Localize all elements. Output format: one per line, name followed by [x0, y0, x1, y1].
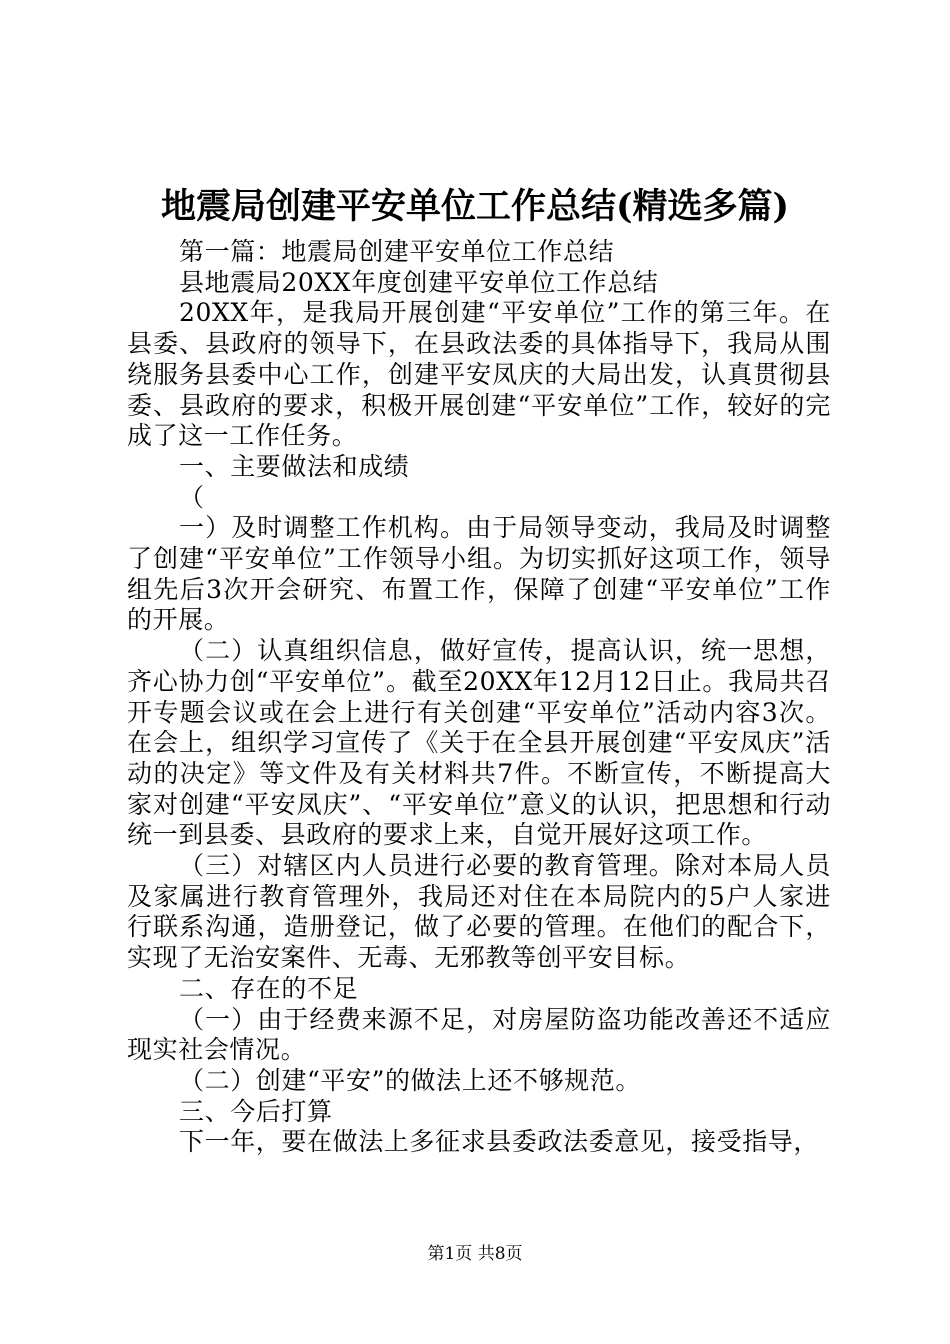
section-heading-2: 二、存在的不足 [179, 973, 359, 1003]
paragraph-plan: 下一年，要在做法上多征求县委政法委意见，接受指导， [179, 1127, 820, 1157]
paragraph-item-3: （三）对辖区内人员进行必要的教育管理。除对本局人员及家属进行教育管理外，我局还对住在本局院内的5户人家进行联系沟通，造册登记，做了必要的管理。在他们的配合下，实现了无治安案件、无毒、无邪教等创平安目标。 [127, 851, 831, 973]
paragraph-part-heading: 第一篇：地震局创建平安单位工作总结 [179, 237, 615, 266]
paragraph-shortcoming-2: （二）创建“平安”的做法上还不够规范。 [179, 1065, 641, 1095]
page-footer: 第1页 共8页 [427, 1244, 523, 1264]
document-body [127, 237, 831, 1158]
paragraph-bracket: （ [179, 482, 205, 512]
paragraph-intro: 20XX年，是我局开展创建“平安单位”工作的第三年。在县委、县政府的领导下，在县政法委的具体指导下，我局从围绕服务县委中心工作，创建平安凤庆的大局出发，认真贯彻县委、县政府的要求，积极开展创建“平安单位”工作，较好的完成了这一工作任务。 [127, 298, 831, 451]
document-title: 地震局创建平安单位工作总结(精选多篇) [160, 186, 790, 227]
paragraph-item-2: （二）认真组织信息，做好宣传，提高认识，统一思想，齐心协力创“平安单位”。截至20XX年12月12日止。我局共召开专题会议或在会上进行有关创建“平安单位”活动内容3次。在会上，组织学习宣传了《关于在全县开展创建“平安凤庆”活动的决定》等文件及有关材料共7件。不断宣传，不断提高大家对创建“平安凤庆”、“平安单位”意义的认识，把思想和行动统一到县委、县政府的要求上来，自觉开展好这项工作。 [127, 636, 831, 850]
paragraph-report-title: 县地震局20XX年度创建平安单位工作总结 [179, 267, 659, 297]
paragraph-item-1: 一）及时调整工作机构。由于局领导变动，我局及时调整了创建“平安单位”工作领导小组。为切实抓好这项工作，领导组先后3次开会研究、布置工作，保障了创建“平安单位”工作的开展。 [127, 513, 831, 635]
paragraph-shortcoming-1: （一）由于经费来源不足，对房屋防盗功能改善还不适应现实社会情况。 [127, 1004, 831, 1065]
section-heading-1: 一、主要做法和成绩 [179, 451, 410, 481]
section-heading-3: 三、今后打算 [179, 1096, 333, 1126]
